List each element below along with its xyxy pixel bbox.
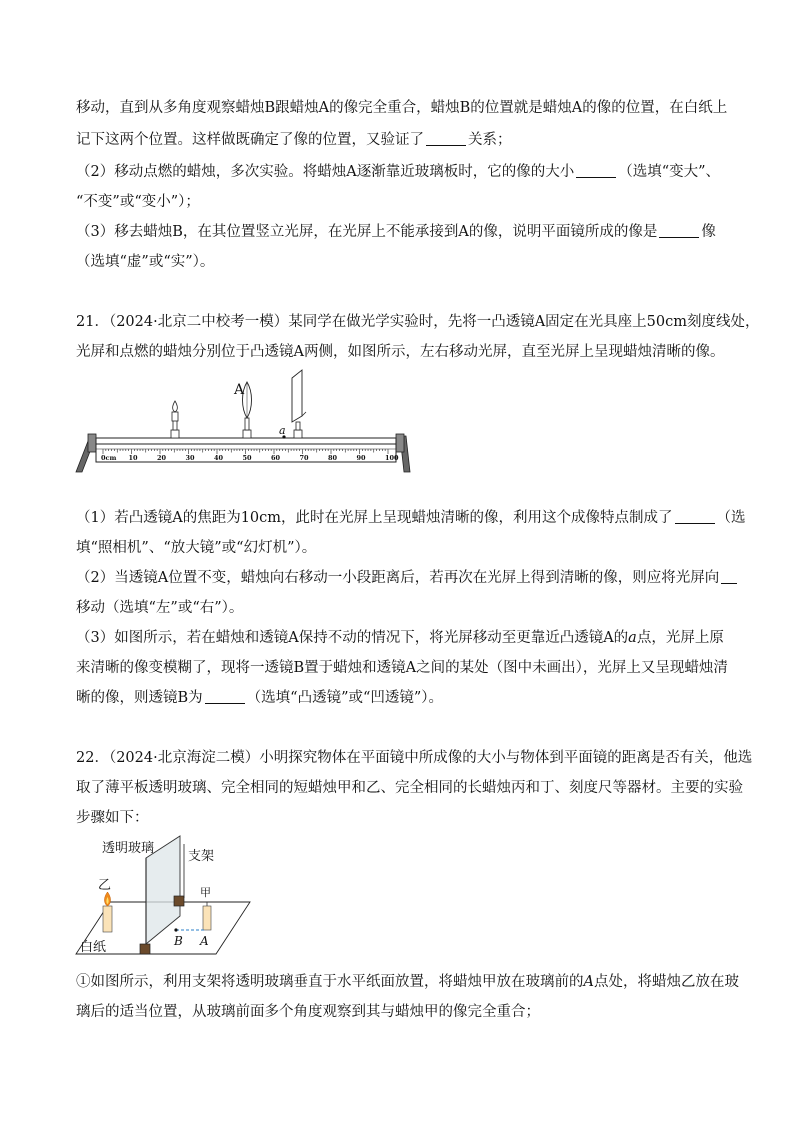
label-paper: 白纸 <box>80 940 107 955</box>
ruler-tick-label: 80 <box>328 454 338 462</box>
q21-part3-line-2: 来清晰的像变模糊了，现将一透镜B置于蜡烛和透镜A之间的某处（图中未画出），光屏上又呈现蜡烛清 <box>76 660 728 676</box>
label-yi: 乙 <box>98 878 112 893</box>
q20-part2-line-2: “不变”或“变小”）； <box>76 194 200 210</box>
answer-blank[interactable] <box>675 509 715 524</box>
q22-stem-line-3: 步骤如下： <box>76 810 149 826</box>
q21-part1-line-1: （1）若凸透镜A的焦距为10cm，此时在光屏上呈现蜡烛清晰的像，利用这个成像特点制成了 （选 <box>76 510 746 526</box>
q20-part2-line-1: （2）移动点燃的蜡烛，多次实验。将蜡烛A逐渐靠近玻璃板时，它的像的大小 （选填“变大”、 <box>76 164 721 180</box>
ruler-tick-label: 20 <box>157 454 167 462</box>
lens-label-A: A <box>234 382 245 398</box>
ruler-tick-label: 0cm <box>101 454 117 462</box>
ruler-tick-label: 100 <box>385 454 399 462</box>
point-label-a: a <box>279 424 286 437</box>
ruler-tick-label: 70 <box>299 454 309 462</box>
q22-stem-line-1: 22．（2024·北京海淀二模）小明探究物体在平面镜中所成像的大小与物体到平面镜的距离是否有关，他选 <box>76 750 753 766</box>
q20-part3-line-2: （选填“虚”或“实”）。 <box>76 254 215 270</box>
q21-stem-line-2: 光屏和点燃的蜡烛分别位于凸透镜A两侧，如图所示，左右移动光屏，直至光屏上呈现蜡烛清晰的像。 <box>76 344 725 360</box>
label-jia: 甲 <box>200 886 211 899</box>
q21-part1-line-2: 填“照相机”、“放大镜”或“幻灯机”）。 <box>76 540 317 556</box>
q21-part2-line-2: 移动（选填“左”或“右”）。 <box>76 600 244 616</box>
label-glass: 透明玻璃 <box>102 841 155 856</box>
ruler-tick-label: 90 <box>356 454 366 462</box>
plane-mirror-figure <box>70 832 270 964</box>
answer-blank[interactable] <box>659 223 699 238</box>
q20-line-2: 记下这两个位置。这样做既确定了像的位置，又验证了 关系； <box>76 132 512 148</box>
ruler-tick-label: 40 <box>214 454 224 462</box>
ruler-tick-label: 10 <box>128 454 138 462</box>
q21-part3-line-1: （3）如图所示，若在蜡烛和透镜A保持不动的情况下，将光屏移动至更靠近凸透镜A的a点，光屏上原 <box>76 630 724 646</box>
ruler-tick-label: 30 <box>185 454 195 462</box>
q21-stem-line-1: 21．（2024·北京二中校考一模）某同学在做光学实验时，先将一凸透镜A固定在光具座上50cm刻度线处， <box>76 314 760 330</box>
answer-blank[interactable] <box>721 569 737 584</box>
q20-line-1: 移动，直到从多角度观察蜡烛B跟蜡烛A的像完全重合，蜡烛B的位置就是蜡烛A的像的位置，在白纸上 <box>76 100 728 116</box>
label-A: A <box>200 934 209 948</box>
q22-step1-line-1: ①如图所示，利用支架将透明玻璃垂直于水平纸面放置，将蜡烛甲放在玻璃前的A点处，将蜡烛乙放在玻 <box>76 974 739 990</box>
q21-part2-line-1: （2）当透镜A位置不变，蜡烛向右移动一小段距离后，若再次在光屏上得到清晰的像，则应将光屏向 <box>76 568 739 588</box>
q21-part3-line-3: 晰的像，则透镜B为 （选填“凸透镜”或“凹透镜”）。 <box>76 690 444 706</box>
ruler-tick-label: 50 <box>242 454 252 462</box>
q22-stem-line-2: 取了薄平板透明玻璃、完全相同的短蜡烛甲和乙、完全相同的长蜡烛丙和丁、刻度尺等器材。主要的实验 <box>76 780 743 796</box>
answer-blank[interactable] <box>426 131 466 146</box>
label-B: B <box>174 934 183 948</box>
q22-step1-line-2: 璃后的适当位置，从玻璃前面多个角度观察到其与蜡烛甲的像完全重合； <box>76 1004 540 1020</box>
answer-blank[interactable] <box>205 689 245 704</box>
q20-part3-line-1: （3）移去蜡烛B，在其位置竖立光屏，在光屏上不能承接到A的像，说明平面镜所成的像是 像 <box>76 224 716 240</box>
label-stand: 支架 <box>188 849 215 864</box>
ruler-tick-label: 60 <box>271 454 281 462</box>
optical-bench-figure <box>70 368 415 478</box>
answer-blank[interactable] <box>576 163 616 178</box>
